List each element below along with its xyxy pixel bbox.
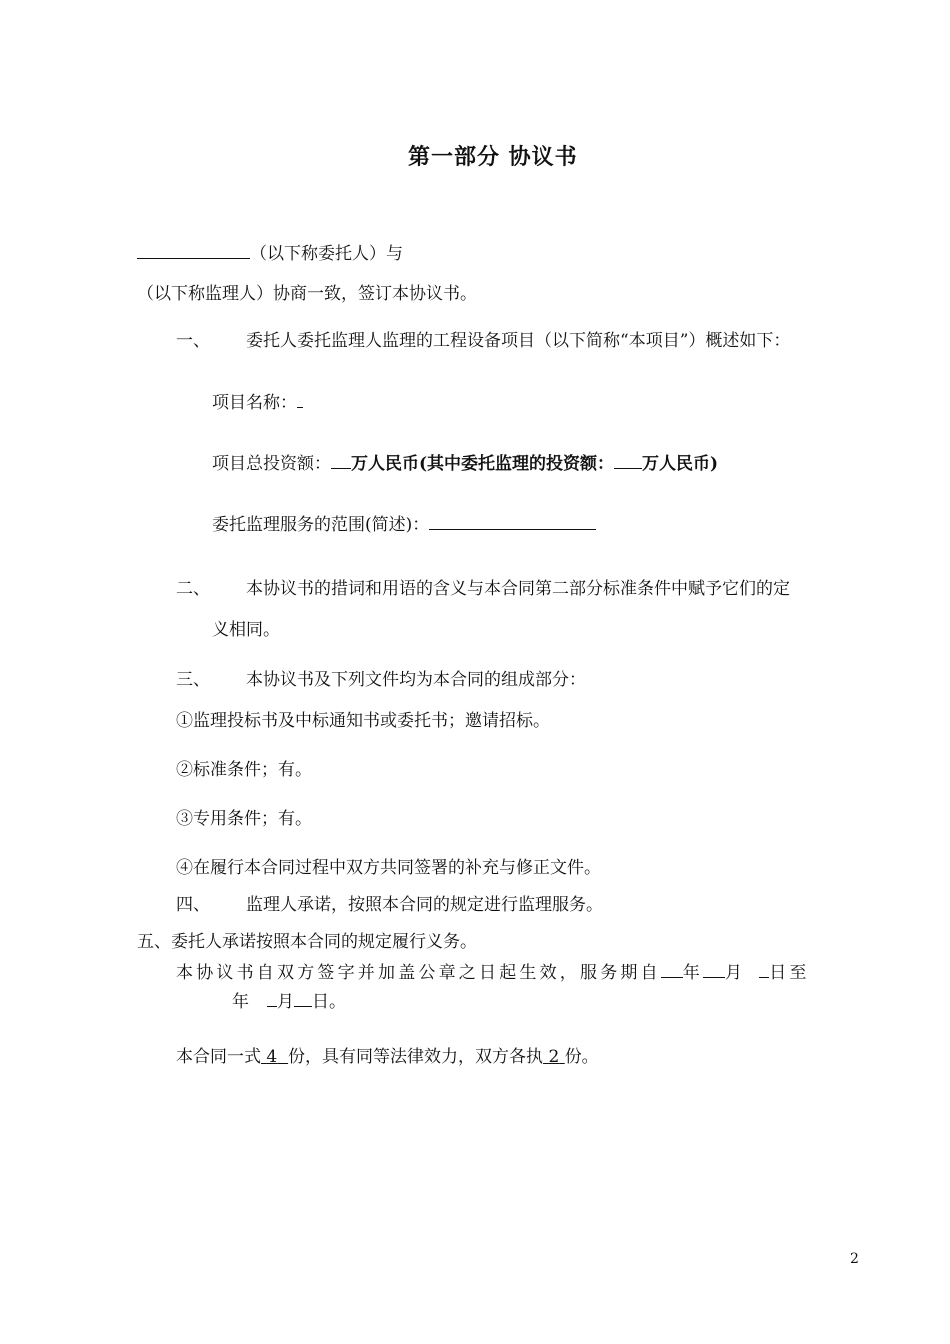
section3-text: 本协议书及下列文件均为本合同的组成部分： bbox=[246, 670, 586, 690]
page-number: 2 bbox=[850, 1251, 859, 1267]
start-year-blank[interactable] bbox=[661, 960, 683, 978]
start-month-label: 月 bbox=[725, 963, 746, 983]
section1-heading bbox=[176, 330, 790, 352]
section1-number: 一、 bbox=[176, 331, 210, 351]
section5-text: 五、委托人承诺按照本合同的规定履行义务。 bbox=[137, 932, 477, 952]
investment-label: 项目总投资额： bbox=[212, 454, 331, 474]
project-name-line bbox=[212, 390, 303, 414]
section4-heading bbox=[176, 894, 603, 916]
section2-heading bbox=[176, 578, 790, 600]
scope-label: 委托监理服务的范围(简述)： bbox=[212, 515, 430, 535]
section3-item-4: ④在履行本合同过程中双方共同签署的补充与修正文件。 bbox=[176, 858, 601, 878]
copies-text1: 本合同一式 bbox=[176, 1047, 261, 1067]
copies-each[interactable]: 2 bbox=[548, 1047, 560, 1067]
section3-item-2: ②标准条件；有。 bbox=[176, 760, 312, 780]
investment-supervised-blank[interactable] bbox=[614, 451, 642, 469]
investment-unit2: 万人民币) bbox=[642, 454, 719, 474]
start-day-label: 日至 bbox=[769, 963, 810, 983]
client-suffix: （以下称委托人）与 bbox=[250, 244, 403, 264]
end-day-label: 日。 bbox=[312, 992, 346, 1012]
section3-item-3: ③专用条件；有。 bbox=[176, 809, 312, 829]
section2-text-line2: 义相同。 bbox=[212, 620, 280, 640]
page-title: 第一部分 协议书 bbox=[408, 144, 578, 170]
section1-text: 委托人委托监理人监理的工程设备项目（以下简称“本项目”）概述如下： bbox=[246, 331, 791, 351]
section2-number: 二、 bbox=[176, 579, 210, 599]
start-day-blank[interactable] bbox=[759, 960, 769, 978]
section3-heading bbox=[176, 669, 586, 691]
project-name-label: 项目名称： bbox=[212, 393, 297, 413]
section3-item-1: ①监理投标书及中标通知书或委托书；邀请招标。 bbox=[176, 711, 550, 731]
end-year-label: 年 bbox=[232, 992, 249, 1012]
effective-line1 bbox=[176, 960, 810, 984]
project-name-blank[interactable] bbox=[297, 390, 303, 408]
end-month-blank[interactable] bbox=[267, 989, 277, 1007]
scope-line bbox=[212, 512, 596, 536]
section4-text: 监理人承诺，按照本合同的规定进行监理服务。 bbox=[246, 895, 603, 915]
end-day-blank[interactable] bbox=[294, 989, 312, 1007]
copies-line bbox=[176, 1046, 599, 1068]
client-name-blank[interactable] bbox=[137, 241, 250, 259]
investment-line bbox=[212, 451, 718, 475]
investment-total-blank[interactable] bbox=[331, 451, 351, 469]
copies-total[interactable]: 4 bbox=[266, 1047, 278, 1067]
copies-text2: 份，具有同等法律效力，双方各执 bbox=[288, 1047, 544, 1067]
effective-text: 本协议书自双方签字并加盖公章之日起生效，服务期自 bbox=[176, 963, 661, 983]
section3-number: 三、 bbox=[176, 670, 210, 690]
start-year-label: 年 bbox=[682, 963, 704, 983]
copies-text3: 份。 bbox=[564, 1047, 599, 1067]
end-month-label: 月 bbox=[277, 992, 294, 1012]
investment-unit: 万人民币(其中委托监理的投资额： bbox=[351, 454, 615, 474]
section4-number: 四、 bbox=[176, 895, 210, 915]
client-line bbox=[137, 241, 403, 265]
start-month-blank[interactable] bbox=[703, 960, 725, 978]
scope-blank[interactable] bbox=[429, 512, 596, 530]
section2-text-line1: 本协议书的措词和用语的含义与本合同第二部分标准条件中赋予它们的定 bbox=[246, 579, 790, 599]
effective-line2 bbox=[232, 989, 346, 1013]
supervisor-line: （以下称监理人）协商一致，签订本协议书。 bbox=[137, 284, 477, 304]
